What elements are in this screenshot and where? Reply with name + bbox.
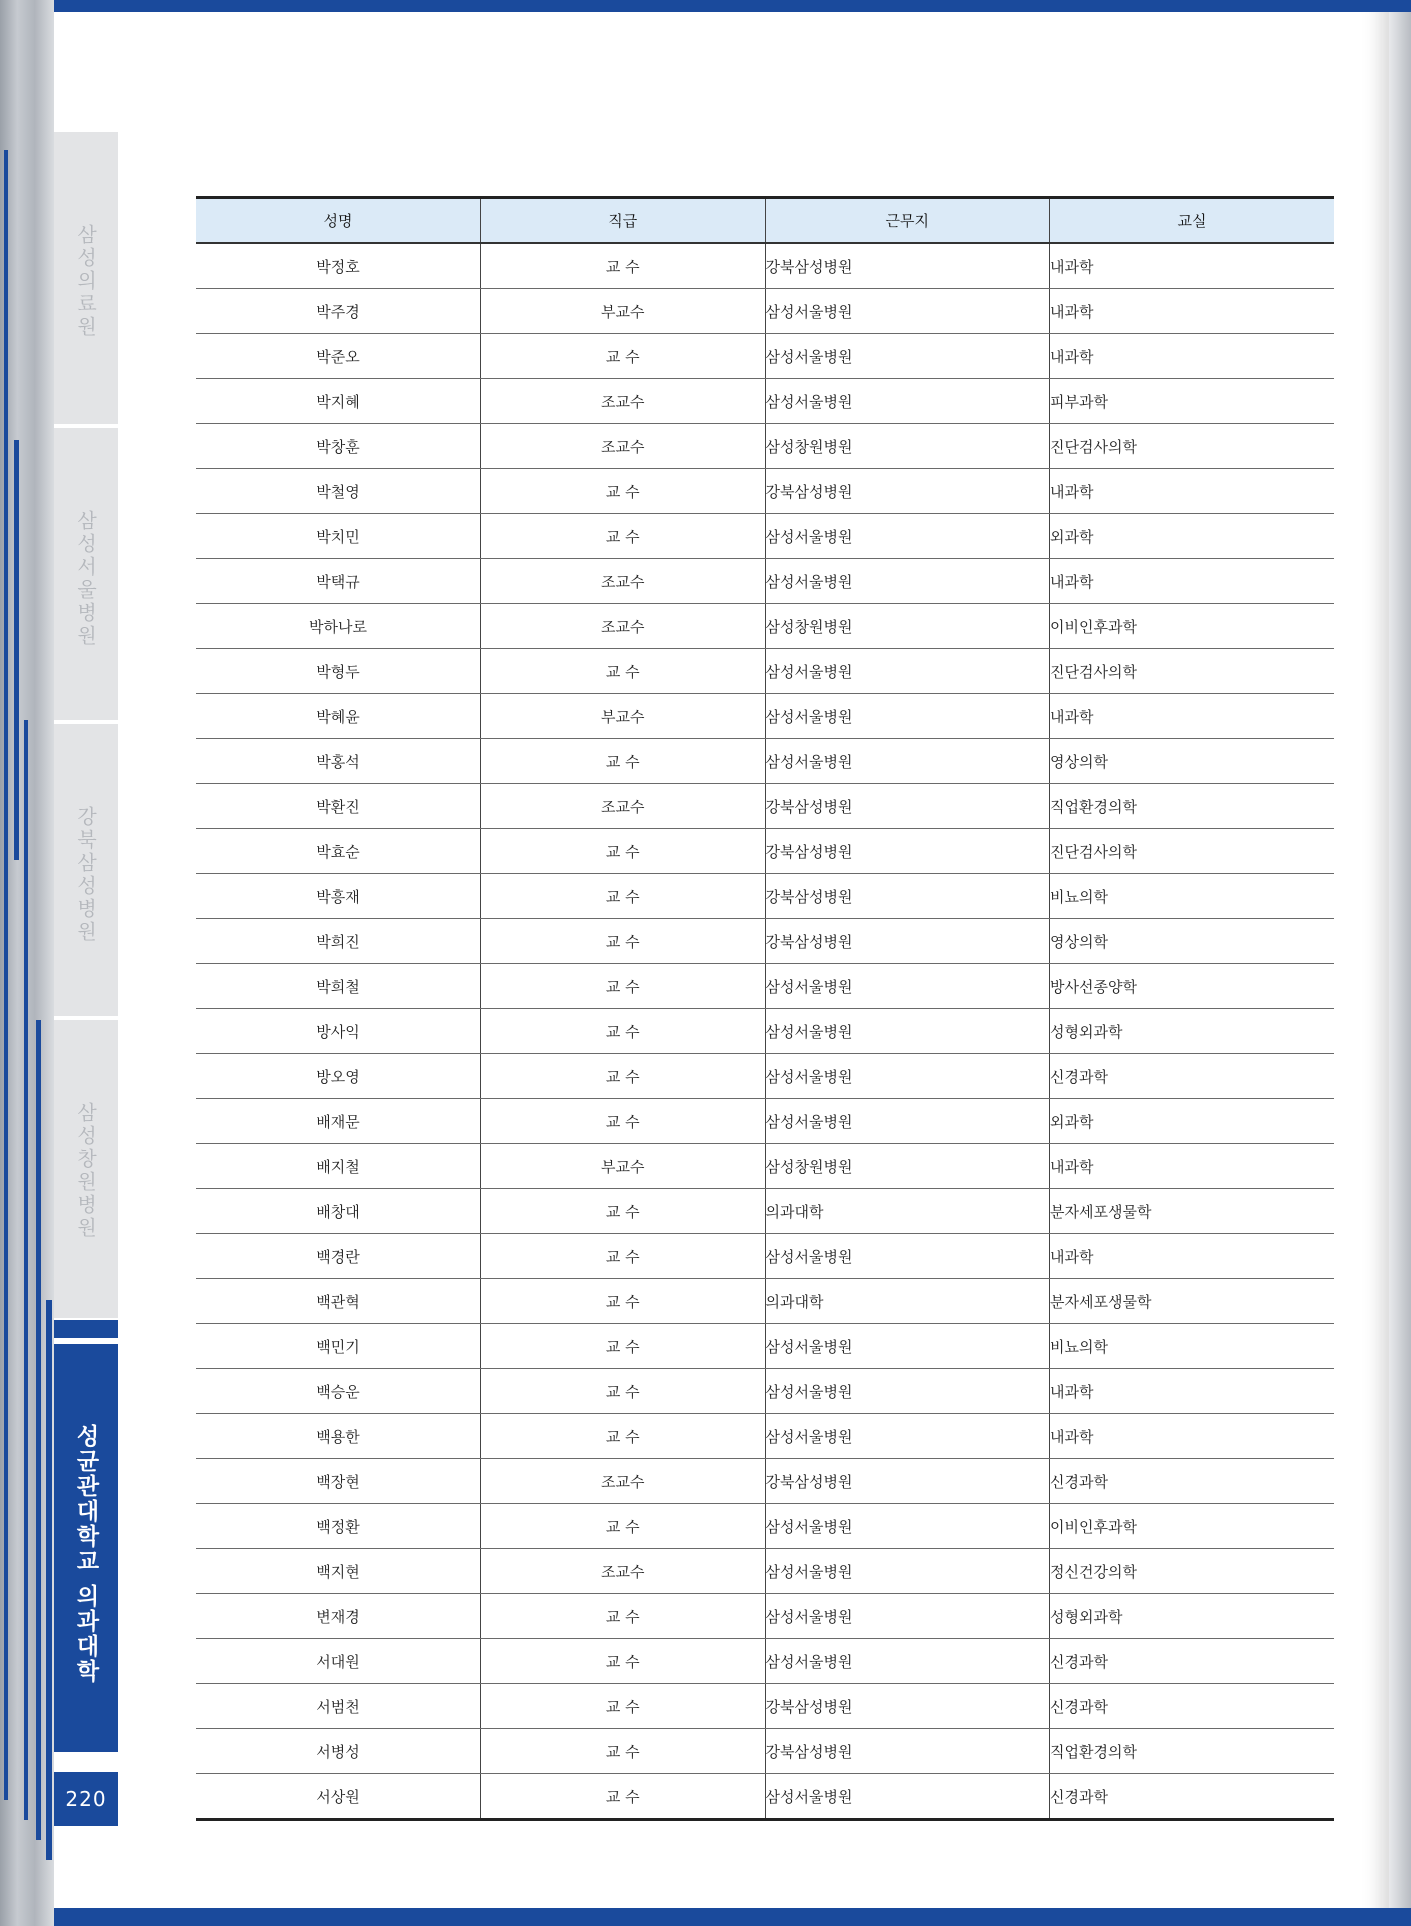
cell-department: 내과학 [1050,1234,1335,1279]
cell-department: 내과학 [1050,694,1335,739]
cell-rank: 교 수 [481,1504,766,1549]
cell-workplace: 삼성창원병원 [765,424,1050,469]
cell-name: 박효순 [196,829,481,874]
cell-name: 백장현 [196,1459,481,1504]
cell-workplace: 삼성서울병원 [765,1414,1050,1459]
cell-workplace: 강북삼성병원 [765,919,1050,964]
cell-rank: 조교수 [481,1549,766,1594]
cell-department: 진단검사의학 [1050,424,1335,469]
cell-name: 박희진 [196,919,481,964]
cell-department: 신경과학 [1050,1459,1335,1504]
cell-rank: 교 수 [481,1324,766,1369]
cell-rank: 교 수 [481,1279,766,1324]
cell-name: 박혜윤 [196,694,481,739]
table-row [196,1774,1334,1820]
side-tab-samsung-changwon-hospital[interactable] [54,1020,118,1318]
cell-rank: 교 수 [481,919,766,964]
cell-workplace: 삼성창원병원 [765,604,1050,649]
side-tab-label: 강북삼성병원 [73,806,98,944]
cell-name: 백지현 [196,1549,481,1594]
cell-name: 배재문 [196,1099,481,1144]
cell-workplace: 삼성서울병원 [765,1504,1050,1549]
cell-workplace: 삼성서울병원 [765,289,1050,334]
cell-department: 비뇨의학 [1050,1324,1335,1369]
cell-rank: 부교수 [481,1144,766,1189]
cell-rank: 교 수 [481,1189,766,1234]
cell-department: 직업환경의학 [1050,784,1335,829]
cell-workplace: 강북삼성병원 [765,874,1050,919]
cell-name: 방사익 [196,1009,481,1054]
cell-name: 배창대 [196,1189,481,1234]
cell-rank: 교 수 [481,964,766,1009]
cell-workplace: 삼성서울병원 [765,1369,1050,1414]
table-row [196,1414,1334,1459]
cell-workplace: 강북삼성병원 [765,1684,1050,1729]
table-row [196,604,1334,649]
cell-rank: 교 수 [481,1414,766,1459]
table-row [196,1459,1334,1504]
table-row [196,1144,1334,1189]
active-tab-strip [54,1320,118,1338]
cell-department: 내과학 [1050,469,1335,514]
cell-department: 내과학 [1050,559,1335,604]
side-tab-skku-medicine[interactable] [54,1338,118,1752]
cell-workplace: 강북삼성병원 [765,469,1050,514]
table-row [196,289,1334,334]
table-row [196,1504,1334,1549]
header-rank: 직급 [481,198,766,244]
cell-department: 내과학 [1050,243,1335,289]
cell-department: 성형외과학 [1050,1594,1335,1639]
cell-department: 방사선종양학 [1050,964,1335,1009]
cell-rank: 교 수 [481,243,766,289]
table-row [196,1684,1334,1729]
cell-name: 박주경 [196,289,481,334]
table-row [196,1009,1334,1054]
cell-department: 정신건강의학 [1050,1549,1335,1594]
cell-rank: 조교수 [481,559,766,604]
table-row [196,1279,1334,1324]
cell-workplace: 삼성서울병원 [765,1054,1050,1099]
cell-rank: 조교수 [481,784,766,829]
table-row [196,1054,1334,1099]
cell-rank: 조교수 [481,604,766,649]
cell-department: 진단검사의학 [1050,649,1335,694]
cell-rank: 교 수 [481,1774,766,1820]
table-row [196,1369,1334,1414]
cell-rank: 교 수 [481,1684,766,1729]
table-row [196,469,1334,514]
cell-department: 성형외과학 [1050,1009,1335,1054]
cell-name: 박정호 [196,243,481,289]
book-page-edges [0,0,58,1926]
cell-rank: 교 수 [481,1639,766,1684]
cell-department: 분자세포생물학 [1050,1189,1335,1234]
table-row [196,379,1334,424]
cell-name: 서상원 [196,1774,481,1820]
table-header-row [196,198,1334,244]
cell-department: 신경과학 [1050,1054,1335,1099]
cell-rank: 교 수 [481,1054,766,1099]
table-row [196,874,1334,919]
table-row [196,829,1334,874]
table-row [196,694,1334,739]
cell-workplace: 삼성서울병원 [765,1099,1050,1144]
cell-name: 박홍석 [196,739,481,784]
page-number: 220 [54,1772,118,1826]
cell-name: 백경란 [196,1234,481,1279]
cell-name: 서병성 [196,1729,481,1774]
cell-department: 이비인후과학 [1050,604,1335,649]
side-tab-label: 삼성서울병원 [73,510,98,648]
cell-name: 박희철 [196,964,481,1009]
page-right-shadow [1389,12,1411,1908]
cell-department: 분자세포생물학 [1050,1279,1335,1324]
cell-name: 배지철 [196,1144,481,1189]
cell-department: 내과학 [1050,334,1335,379]
cell-workplace: 삼성서울병원 [765,1324,1050,1369]
cell-name: 백용한 [196,1414,481,1459]
cell-workplace: 의과대학 [765,1279,1050,1324]
cell-workplace: 삼성서울병원 [765,694,1050,739]
cell-rank: 교 수 [481,1234,766,1279]
table-body [196,243,1334,1820]
cell-department: 내과학 [1050,289,1335,334]
side-tab-label: 성균관대학교 의과대학 [72,1424,99,1685]
table-row [196,1594,1334,1639]
cell-name: 박흥재 [196,874,481,919]
cell-name: 박치민 [196,514,481,559]
cell-workplace: 강북삼성병원 [765,1459,1050,1504]
cell-rank: 교 수 [481,1099,766,1144]
cell-workplace: 강북삼성병원 [765,243,1050,289]
table-row [196,1324,1334,1369]
cell-name: 박창훈 [196,424,481,469]
cell-name: 박환진 [196,784,481,829]
side-tab-kangbuk-samsung-hospital[interactable] [54,724,118,1016]
cell-name: 백민기 [196,1324,481,1369]
cell-department: 피부과학 [1050,379,1335,424]
side-tab-samsung-medical-center[interactable] [54,132,118,424]
table-row [196,334,1334,379]
cell-rank: 부교수 [481,694,766,739]
header-name: 성명 [196,198,481,244]
table-row [196,1189,1334,1234]
cell-workplace: 강북삼성병원 [765,784,1050,829]
cell-workplace: 삼성서울병원 [765,514,1050,559]
cell-name: 백관혁 [196,1279,481,1324]
cell-workplace: 삼성서울병원 [765,334,1050,379]
header-department: 교실 [1050,198,1335,244]
table-row [196,649,1334,694]
cell-name: 박지혜 [196,379,481,424]
cell-workplace: 삼성서울병원 [765,964,1050,1009]
cell-name: 변재경 [196,1594,481,1639]
side-tab-label: 삼성의료원 [73,224,98,339]
table-row [196,739,1334,784]
cell-name: 박하나로 [196,604,481,649]
cell-workplace: 강북삼성병원 [765,1729,1050,1774]
cell-workplace: 삼성서울병원 [765,649,1050,694]
cell-rank: 조교수 [481,424,766,469]
cell-rank: 교 수 [481,1594,766,1639]
cell-name: 방오영 [196,1054,481,1099]
table-row [196,514,1334,559]
table-row [196,1099,1334,1144]
cell-department: 이비인후과학 [1050,1504,1335,1549]
cell-rank: 교 수 [481,739,766,784]
cell-workplace: 삼성서울병원 [765,1594,1050,1639]
table-row [196,784,1334,829]
table-row [196,1549,1334,1594]
cell-rank: 교 수 [481,829,766,874]
cell-name: 백승운 [196,1369,481,1414]
cell-rank: 교 수 [481,1729,766,1774]
table-row [196,559,1334,604]
side-tab-label: 삼성창원병원 [73,1102,98,1240]
cell-workplace: 삼성서울병원 [765,1639,1050,1684]
cell-department: 내과학 [1050,1414,1335,1459]
cell-department: 신경과학 [1050,1684,1335,1729]
cell-workplace: 삼성서울병원 [765,1009,1050,1054]
top-border [54,0,1411,12]
cell-rank: 교 수 [481,469,766,514]
table-row [196,919,1334,964]
cell-department: 직업환경의학 [1050,1729,1335,1774]
cell-name: 서대원 [196,1639,481,1684]
cell-workplace: 삼성서울병원 [765,1234,1050,1279]
cell-workplace: 강북삼성병원 [765,829,1050,874]
cell-rank: 교 수 [481,649,766,694]
cell-name: 백정환 [196,1504,481,1549]
cell-workplace: 삼성서울병원 [765,379,1050,424]
cell-workplace: 삼성서울병원 [765,1549,1050,1594]
cell-rank: 부교수 [481,289,766,334]
cell-rank: 교 수 [481,874,766,919]
cell-rank: 교 수 [481,1009,766,1054]
cell-department: 영상의학 [1050,739,1335,784]
cell-workplace: 삼성서울병원 [765,739,1050,784]
cell-department: 진단검사의학 [1050,829,1335,874]
cell-rank: 교 수 [481,1369,766,1414]
cell-workplace: 의과대학 [765,1189,1050,1234]
cell-name: 박준오 [196,334,481,379]
cell-department: 신경과학 [1050,1639,1335,1684]
cell-department: 내과학 [1050,1144,1335,1189]
cell-name: 박택규 [196,559,481,604]
table-row [196,424,1334,469]
cell-workplace: 삼성서울병원 [765,559,1050,604]
bottom-border [54,1908,1411,1926]
cell-name: 박철영 [196,469,481,514]
table-row [196,1729,1334,1774]
cell-rank: 조교수 [481,1459,766,1504]
cell-rank: 교 수 [481,334,766,379]
cell-department: 내과학 [1050,1369,1335,1414]
cell-department: 외과학 [1050,514,1335,559]
table-row [196,1639,1334,1684]
cell-name: 서범천 [196,1684,481,1729]
table-row [196,964,1334,1009]
cell-workplace: 삼성서울병원 [765,1774,1050,1820]
table-row [196,243,1334,289]
cell-workplace: 삼성창원병원 [765,1144,1050,1189]
cell-department: 비뇨의학 [1050,874,1335,919]
cell-department: 신경과학 [1050,1774,1335,1820]
header-workplace: 근무지 [765,198,1050,244]
cell-department: 영상의학 [1050,919,1335,964]
cell-rank: 교 수 [481,514,766,559]
cell-rank: 조교수 [481,379,766,424]
cell-department: 외과학 [1050,1099,1335,1144]
table-row [196,1234,1334,1279]
cell-name: 박형두 [196,649,481,694]
faculty-table [196,196,1334,1821]
side-tab-samsung-seoul-hospital[interactable] [54,428,118,720]
